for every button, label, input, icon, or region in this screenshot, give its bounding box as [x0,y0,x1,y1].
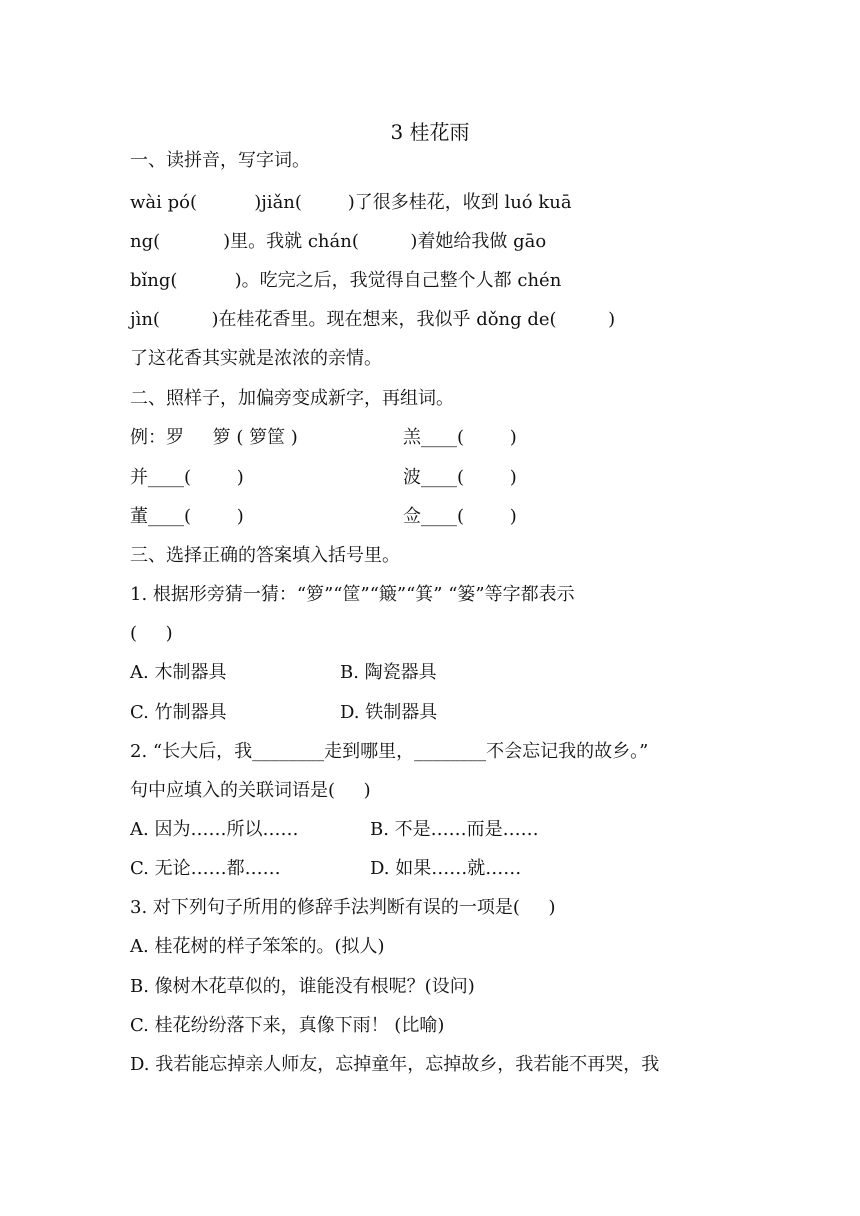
q1-option-c: C. 竹制器具 [130,702,227,723]
section1-heading: 一、读拼音，写字词。 [130,150,310,171]
q2-stem: 2. “长大后，我________走到哪里，________不会忘记我的故乡。” [130,741,649,762]
section2-heading: 二、照样子，加偏旁变成新字，再组词。 [130,388,454,409]
section3-heading: 三、选择正确的答案填入括号里。 [130,545,400,566]
page-title: 3 桂花雨 [390,120,470,144]
q3-option-a: A. 桂花树的样子笨笨的。(拟人) [130,936,385,957]
q1-option-a: A. 木制器具 [130,662,227,683]
pinyin-line-5: 了这花香其实就是浓浓的亲情。 [130,348,382,369]
radical-item-dong: 董____( ) [130,506,244,527]
pinyin-line-3: bǐng( )。吃完之后，我觉得自己整个人都 chén [130,270,562,291]
q2-stem-2: 句中应填入的关联词语是( ) [130,780,371,801]
q3-option-c: C. 桂花纷纷落下来，真像下雨！ (比喻) [130,1015,445,1036]
radical-example: 例：罗 箩 ( 箩筐 ) [130,427,298,448]
q3-option-d: D. 我若能忘掉亲人师友，忘掉童年，忘掉故乡，我若能不再哭，我 [130,1054,660,1075]
pinyin-line-1: wài pó( )jiǎn( )了很多桂花，收到 luó kuā [130,192,572,213]
pinyin-line-2: ng( )里。我就 chán( )着她给我做 gāo [130,231,547,252]
q2-option-c: C. 无论……都…… [130,858,281,879]
q3-stem: 3. 对下列句子所用的修辞手法判断有误的一项是( ) [130,897,556,918]
radical-item-bo: 波____( ) [403,467,517,488]
radical-item-gao: 羔____( ) [403,427,517,448]
q1-stem: 1. 根据形旁猜一猜：“箩”“筐”“簸”“箕” “篓”等字都表示 [130,584,575,605]
q3-option-b: B. 像树木花草似的，谁能没有根呢？(设问) [130,976,475,997]
q2-option-b: B. 不是……而是…… [370,819,539,840]
q1-option-b: B. 陶瓷器具 [340,662,437,683]
q2-option-a: A. 因为……所以…… [130,819,299,840]
radical-item-bing: 并____( ) [130,467,244,488]
q1-answer-paren: ( ) [130,623,173,644]
pinyin-line-4: jìn( )在桂花香里。现在想来，我似乎 dǒng de( ) [130,309,616,330]
radical-item-qian: 佥____( ) [403,506,517,527]
q1-option-d: D. 铁制器具 [340,702,438,723]
q2-option-d: D. 如果……就…… [370,858,522,879]
